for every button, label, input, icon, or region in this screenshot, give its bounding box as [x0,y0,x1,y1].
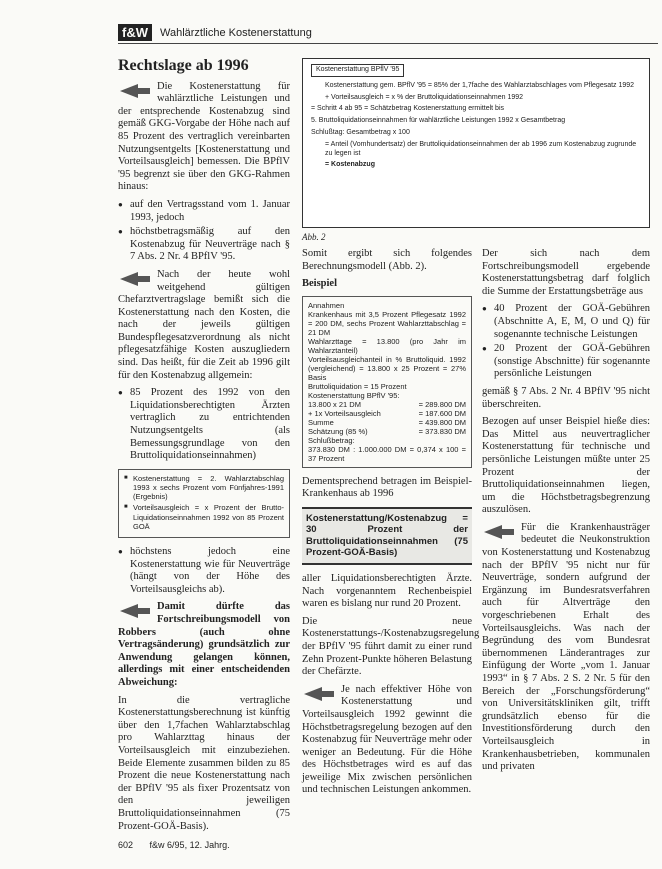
example-row [308,382,466,391]
bullet-list [118,199,290,264]
bullet-list [118,387,290,463]
example-label: Summe [308,417,334,427]
arrow-pointer-icon [118,270,152,288]
example-value: = 439.800 DM [418,417,466,427]
example-label: Bruttoliquidation = 15 Prozent [308,381,407,391]
journal-logo: f&W [118,24,152,41]
paragraph: Dementsprechend betragen im Beispiel-Krankenhaus ab 1996 [302,475,472,500]
example-row [308,400,466,409]
formula-item: ■ Vorteilsausgleich = x Prozent der Brutto-Liquidationseinnahmen 1992 von 85 Prozent GOÄ [124,503,284,531]
list-item: ● auf den Vertragsstand vom 1. Januar 1993, jedoch [118,199,290,224]
example-box [302,296,472,468]
page-footer [118,840,244,850]
journal-issue: f&w 6/95, 12. Jahrg. [149,840,230,850]
paragraph: Die neue Kostenerstattungs-/Kostenabzugsregelung der BPflV '95 führt damit zu einer rund Zehn Prozent-Punkte höheren Belastung der Chefärzte. [302,615,480,678]
list-item: ● 20 Prozent der GOÄ-Gebühren (sonstige Abschnitte) für sogenannte persönliche Leistungen [482,343,650,381]
calculation-diagram [302,58,650,228]
example-row [308,355,466,382]
bullet-list [482,303,650,381]
example-label: + 1x Vorteilsausgleich [308,408,381,418]
example-value: = 373.830 DM [418,426,466,436]
diagram-row: Kostenerstattung gem. BPflV '95 = 85% der 1,7fache des Wahlarztabschlages vom Pflegesatz 1992 [325,81,635,89]
diagram-head: Kostenerstattung BPflV '95 [311,64,404,77]
section-heading: Rechtslage ab 1996 [118,57,249,74]
page-number: 602 [118,840,134,850]
example-title: Beispiel [302,278,338,290]
paragraph: Der sich nach dem Fortschreibungsmodell ergebende Kostenerstattungsbetrag darf folglich die Summe der Erstattungsbeträge aus [482,248,650,297]
list-item: ● 40 Prozent der GOÄ-Gebühren (Abschnitte A, E, M, O und Q) für sogenannte technische Leistungen [482,303,650,341]
paragraph: gemäß § 7 Abs. 2 Nr. 4 BPflV '95 nicht überschreiten. [482,385,650,410]
running-title: Wahlärztliche Kostenerstattung [160,26,312,39]
example-label: Schlußbetrag: [308,435,355,445]
paragraph: Bezogen auf unser Beispiel hieße dies: Das Mittel aus neuvertraglicher Kostenerstattung für technische und persönliche Leistungen müßte unter 25 Prozent der Bruttoliquidationseinnahmen liegen, um die Höchstbetragsbegrenzung auszulösen. [482,416,650,516]
example-label: Wahlarzttage = 13.800 (pro Jahr im Wahlarztanteil) [308,336,466,355]
arrow-pointer-icon [118,82,152,100]
example-value: = 187.600 DM [418,408,466,418]
example-label: Annahmen [308,300,345,310]
bullet-list [118,546,290,596]
paragraph: Für die Krankenhausträger bedeutet die Neukonstruktion von Kostenerstattung und Kostenabzug nach der BPflV '95 nicht nur für Neuverträge, sondern aufgrund der Ergänzung im Bundesratsverfahren auch für Altverträge den vorgeschriebenen Erhalt des Vorteilsausgleichs. Was nach der Begründung des vom Bundesrat übernommenen Länderantrages zur Einfügung der Worte „vom 1. Januar 1993“ in § 7 Abs. 2 S. 2 Nr. 5 für den Bereich der „Forschungsförderung“ von Universitätskliniken gilt, trifft grundsätzlich ebenso für die Investitionsförderung durch den Vorteilsausgleich in Krankenhausbetrieben, kommunalen und privaten [482,521,650,773]
example-value: = 289.800 DM [418,399,466,409]
column-right [482,248,650,779]
example-label: Kostenerstattung BPflV '95: [308,390,400,400]
page-header [118,22,658,44]
example-label: 373.830 DM : 1.000.000 DM = 0,374 x 100 = 37 Prozent [308,444,466,463]
figure-caption: Abb. 2 [302,232,326,242]
example-label: Krankenhaus mit 3,5 Prozent Pflegesatz 1992 = 200 DM, sechs Prozent Wahlarzttabschlag = 21 DM [308,309,466,337]
formula-box [118,469,290,538]
example-row [308,427,466,436]
column-middle [302,248,480,802]
diagram-row: 5. Bruttoliquidationseinnahmen für wahlärztliche Leistungen 1992 x Gesamtbetrag [311,117,566,125]
example-label: Vorteilsausgleichanteil in % Bruttoliquid. 1992 (vergleichend) = 13.800 x 25 Prozent = 27% Basis [308,354,466,382]
formula-item: ■ Kostenerstattung = 2. Wahlarztabschlag 1993 x sechs Prozent vom Fünfjahres-1991 (Ergebnis) [124,474,284,502]
paragraph: Die Kostenerstattung für wahlärztliche Leistungen und der entsprechende Kostenabzug sind gemäß GKG-Vorgabe der Höhe nach auf 85 Prozent des vertraglich vereinbarten Nutzungsentgelts [Kostenerstattung und Vorteilsausgleich] bemessen. Die BPflV '95 begrenzt sie über den GKG-Rahmen hinaus: [118,80,290,193]
example-row [308,301,466,310]
paragraph: Je nach effektiver Höhe von Kostenerstattung und Vorteilsausgleich 1992 gewinnt die Höchstbetragsregelung bezogen auf den Kostenabzug für Neuverträge mehr oder weniger an Bedeutung. Für die Höhe des Höchstbetrages wird es auf das jeweilige Mix zwischen persönlichen und technischen Leistungen ankommen. [302,683,472,796]
example-row [308,391,466,400]
list-item: ● höchstens jedoch eine Kostenerstattung wie für Neuverträge (hängt von der Höhe des Vorteilsausgleichs ab). [118,546,290,596]
paragraph: Nach der heute wohl weitgehend gültigen Chefarztvertragslage bemißt sich die Kostenerstattung nach den Kosten, die nach der jeweils gültigen Bundespflegesatzverordnung als nicht pflegesatzfähige Kosten auszugliedern sind. Das heißt, für die Zeit ab 1996 gilt für den Kostenabzug allgemein: [118,268,290,381]
diagram-row: Schlußtag: Gesamtbetrag x 100 [311,128,410,136]
list-item: ● höchstbetragsmäßig auf den Kostenabzug für Neuverträge nach § 7 Abs. 2 Nr. 4 BPflV '95. [118,226,290,264]
paragraph: In die vertragliche Kostenerstattungsberechnung ist künftig über den 1,7fachen Wahlarztabschlag pro Wahlarzttag hinaus der Vorteilsausgleich mit einzubeziehen. Beide Elemente zusammen bilden zu 85 Prozent die neue Kostenerstattung nach der BPflV '95 als fixer Prozentsatz von den jeweiligen Bruttoliquidationseinnahmen (75 Prozent-GOÄ-Basis). [118,694,290,832]
example-label: Schätzung (85 %) [308,426,368,436]
diagram-row: = Anteil (Vomhundertsatz) der Bruttoliquidationseinnahmen der ab 1996 zum Kostenabzug zugrunde zu legen ist [325,140,637,157]
diagram-row: + Vorteilsausgleich = x % der Bruttoliquidationseinnahmen 1992 [325,93,524,101]
example-row [308,337,466,355]
arrow-pointer-icon [118,602,152,620]
paragraph: Somit ergibt sich folgendes Berechnungsmodell (Abb. 2). [302,248,472,272]
example-row [308,418,466,427]
example-row [308,445,466,463]
example-row [308,436,466,445]
key-result-box: Kostenerstattung/Kostenabzug = 30 Prozent der Bruttoliquidationseinnahmen (75 Prozent-GOÄ-Basis) [302,507,472,565]
arrow-pointer-icon [302,685,336,703]
list-item: ● 85 Prozent des 1992 von den Liquidationsberechtigten Ärzten vertraglich zu entrichtenden Nutzungsentgelts (als Bemessungsgrundlage von den Bruttoliquidationseinnahmen) [118,387,290,463]
column-left [118,57,290,838]
arrow-pointer-icon [482,523,516,541]
diagram-row: = Schritt 4 ab 95 = Schätzbetrag Kostenerstattung ermittelt bis [311,105,504,113]
diagram-row: = Kostenabzug [325,161,375,169]
example-label: 13.800 x 21 DM [308,399,361,409]
paragraph-emphasis: Damit dürfte das Fortschreibungsmodell von Robbers (auch ohne Vertragsänderung) grundsätzlich zur Anwendung gelangen können, allerdings mit einer entscheidenden Abweichung: [118,601,290,688]
example-row [308,310,466,337]
paragraph: aller Liquidationsberechtigten Ärzte. Nach vorgenanntem Rechenbeispiel waren es bislang nur rund 20 Prozent. [302,572,472,610]
example-row [308,409,466,418]
